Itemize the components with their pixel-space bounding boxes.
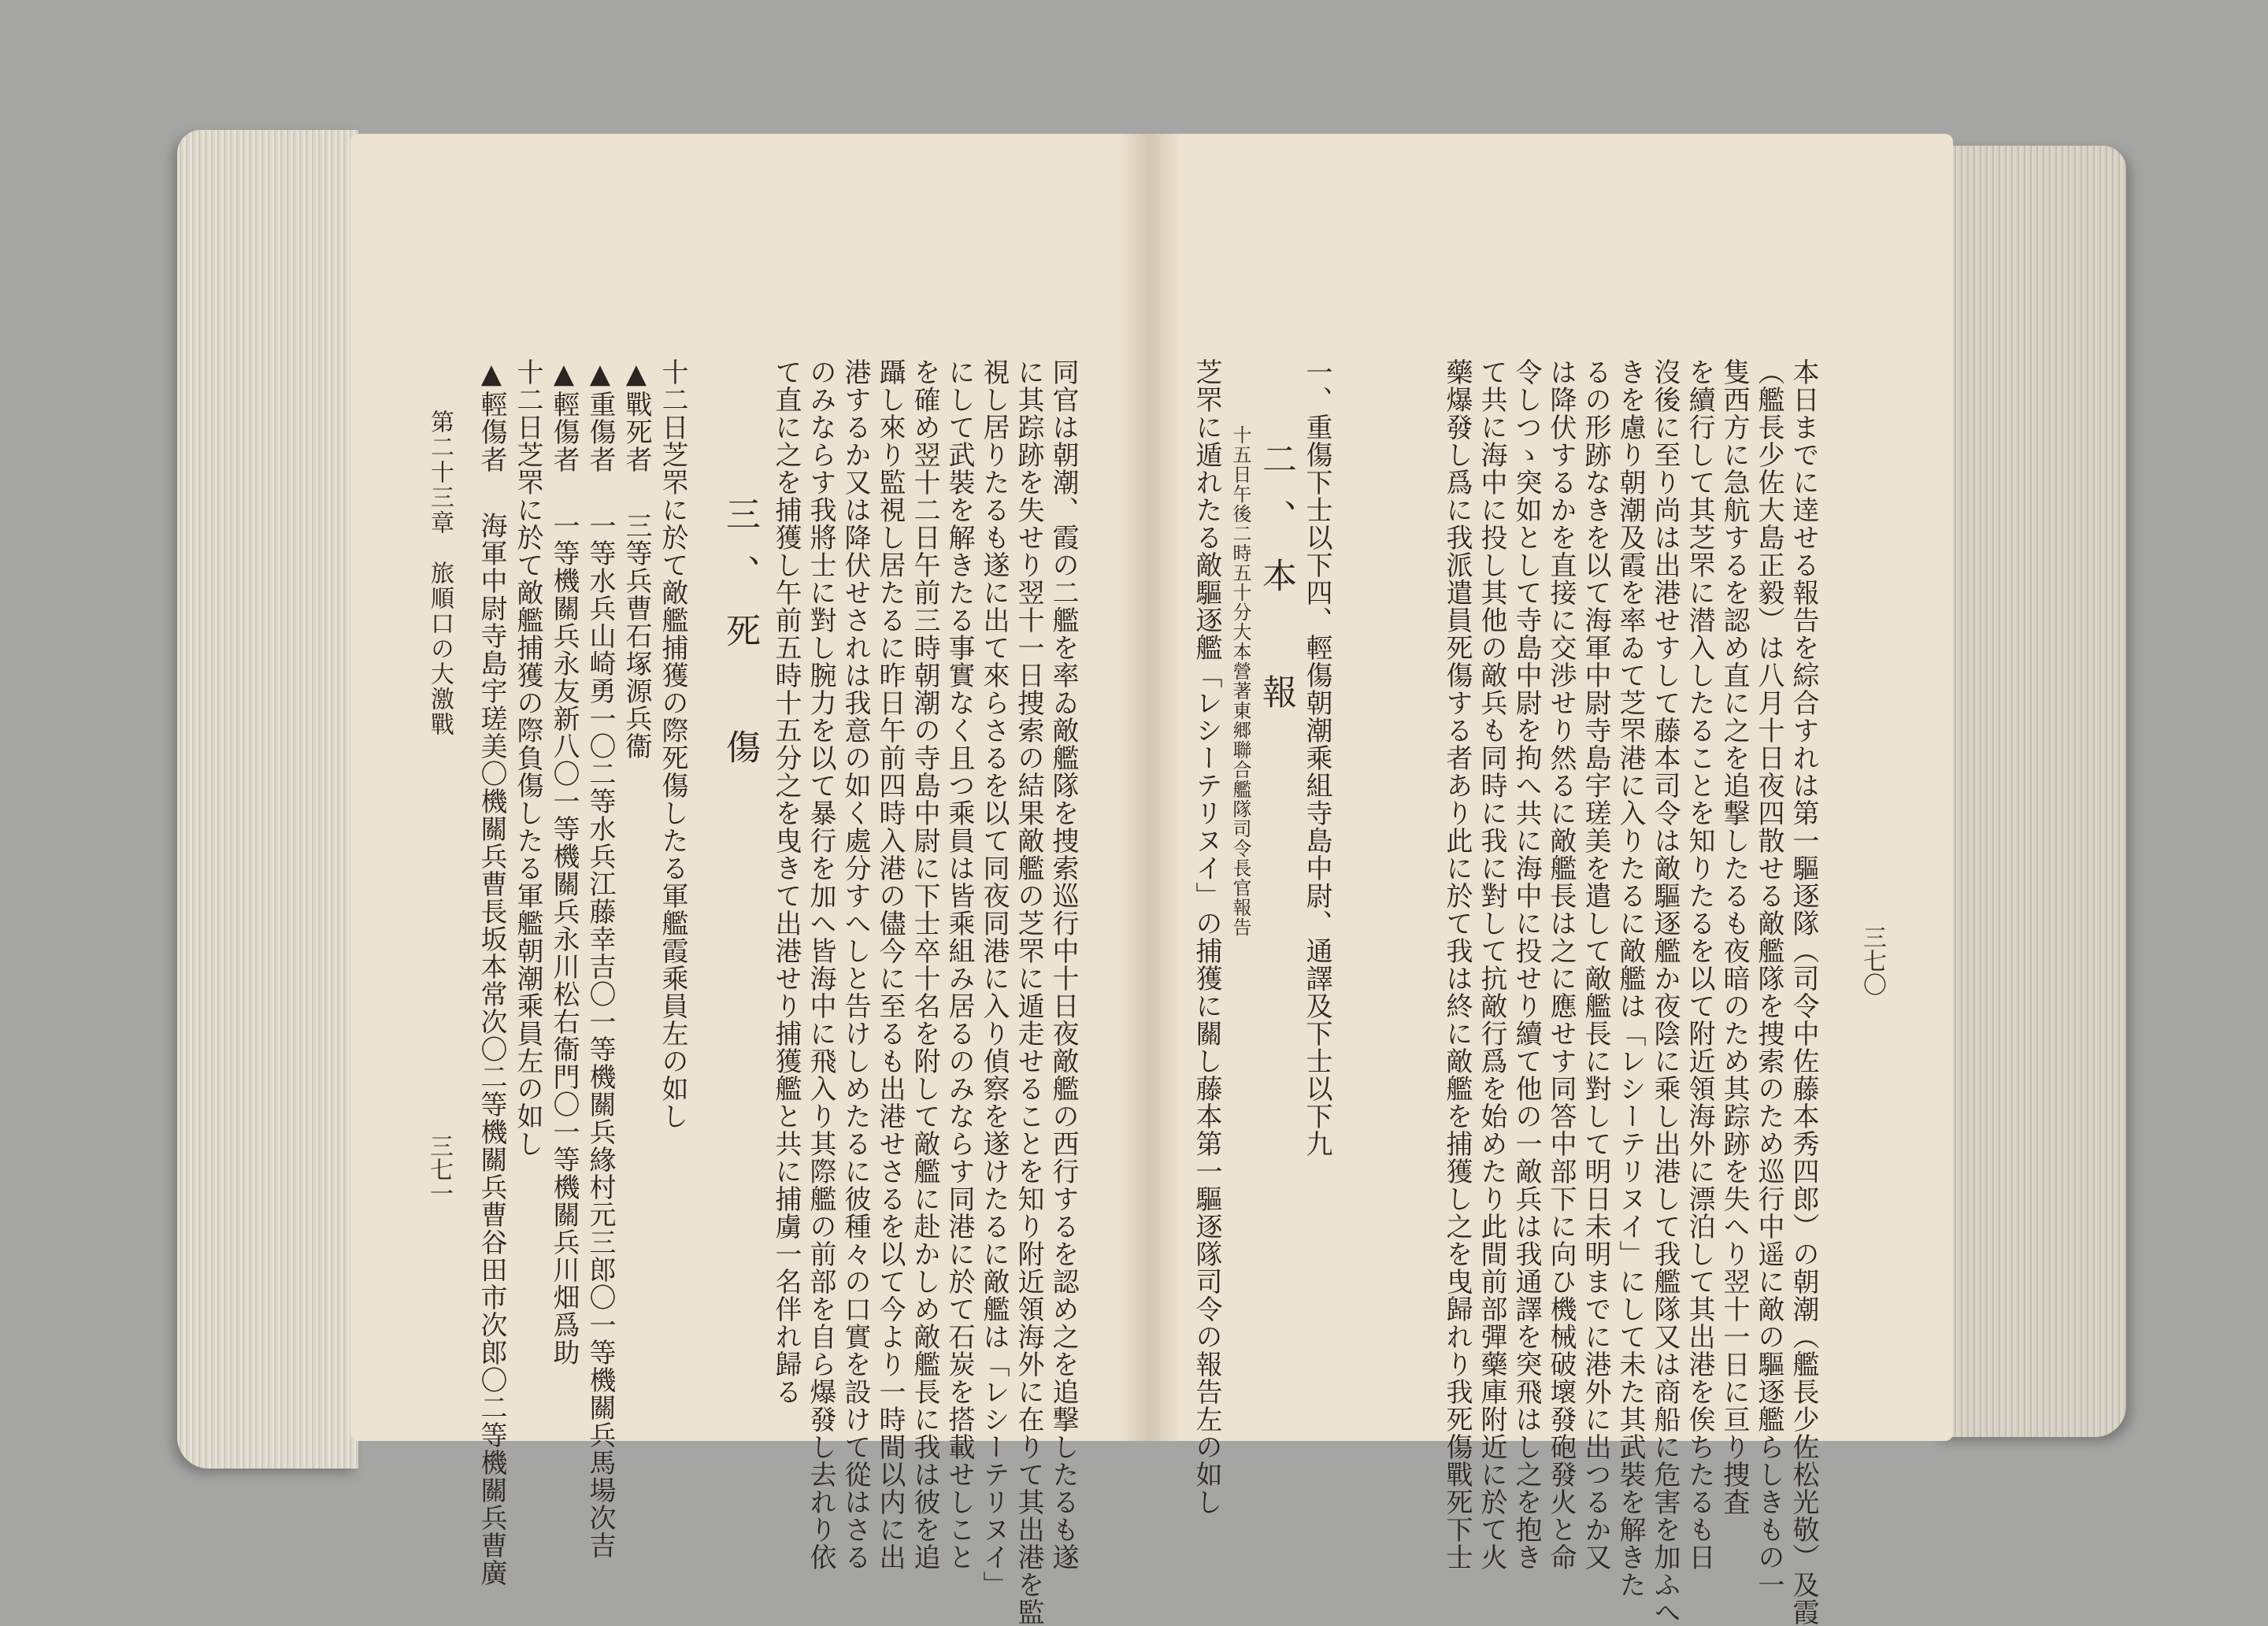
left-paragraph-line: にして武裝を解きたる事實なく且つ乘員は皆乘組み居るのみならす同港に於て石炭を搭載せしこと xyxy=(943,358,975,1571)
right-paragraph-line: 沒後に至り尚は出港せすして藤本司令は敵驅逐艦か夜陰に乘し出港して我艦隊又は商船に危害を加ふへ xyxy=(1649,358,1681,1626)
casualty-detail-asashio-lightly-wounded: 海軍中尉寺島宇瑳美〇機關兵曹長坂本常次〇二等機關兵曹谷田市次郎〇二等機關兵曹廣 xyxy=(476,512,507,1587)
casualty-detail-killed: 三等兵曹石塚源兵衞 xyxy=(621,512,652,760)
casualty-intro: 十二日芝罘に於て敵艦捕獲の際死傷したる軍艦霞乘員左の如し xyxy=(657,358,688,1130)
casualty-label-lightly-wounded: ▲輕傷者 xyxy=(548,358,580,473)
left-paragraph-line: のみならす我將士に對し腕力を以て暴行を加へ皆海中に飛入り其際艦の前部を自ら爆發し去れり依 xyxy=(805,358,836,1571)
book-gutter xyxy=(1118,134,1181,1441)
dispatch-line: 芝罘に遁れたる敵驅逐艦「レシーテリヌイ」の捕獲に關し藤本第一驅逐隊司令の報告左の如し xyxy=(1191,358,1222,1516)
right-paragraph-line: 隻西方に急航するを認め直に之を追撃したるも夜暗のため其踪跡を失へり翌十一日に亘り捜査 xyxy=(1718,358,1750,1516)
right-paragraph-line: て共に海中に投し其他の敵兵も同時に我に對して抗敵行爲を始めたり此間前部彈藥庫附近に於て火 xyxy=(1476,358,1507,1571)
left-paragraph-line: 港するか又は降伏せされは我意の如く處分すへしと告けしめたるに彼種々の口實を設けて從はさる xyxy=(839,358,871,1571)
left-paragraph-line: 視し居りたるも遂に出て來らさるを以て同夜同港に入り偵察を遂けたるに敵艦は「レシーテリヌイ」 xyxy=(978,358,1010,1598)
casualty-detail-seriously-wounded: 一等水兵山崎勇一〇二等水兵江藤幸吉〇一等機關兵緣村元三郎〇一等機關兵馬場次吉 xyxy=(584,512,616,1559)
right-paragraph-line: （艦長少佐大島正毅）は八月十日夜四散せる敵艦隊を捜索のため巡行中遥に敵の驅逐艦らしきもの一 xyxy=(1753,358,1784,1598)
left-paragraph-line: を確め翌十二日午前三時朝潮の寺島中尉に下士卒十名を附して敵艦に赴かしめ敵艦長に我は彼を追 xyxy=(909,358,940,1571)
right-paragraph-line: は降伏するかを直接に交渉せり然るに敵艦長は之に應せす同答中部下に向ひ機械破壞發砲發火と命 xyxy=(1545,358,1577,1571)
page-number-right: 三七〇 xyxy=(1858,925,1886,996)
casualty-summary-line: 一、重傷下士以下四、輕傷朝潮乘組寺島中尉、通譯及下士以下九 xyxy=(1301,358,1332,1157)
left-paragraph-line: 同官は朝潮、霞の二艦を率ゐ敵艦隊を捜索巡行中十日夜敵艦の西行するを認め之を追撃したるも遂 xyxy=(1047,358,1079,1571)
left-page-paragraph xyxy=(764,358,1079,1626)
left-paragraph-line: に其踪跡を失せり翌十一日捜索の結果敵艦の芝罘に遁走せることを知り附近領海外に在りて其出港を監 xyxy=(1013,358,1044,1626)
left-paragraph-line: て直に之を捕獲し午前五時十五分之を曳きて出港せり捕獲艦と共に捕虜一名伴れ歸る xyxy=(770,358,802,1406)
left-paragraph-line: 躡し來り監視し居たるに昨日午前四時入港の儘今に至るも出港せさるを以て今より一時間以内に出 xyxy=(874,358,906,1571)
dispatch-note: 十五日午後二時五十分大本營著東郷聯合艦隊司令長官報告 xyxy=(1229,425,1251,937)
section-heading-casualties: 三、死 傷 xyxy=(720,496,760,787)
right-paragraph-line: 本日までに逹せる報告を綜合すれは第一驅逐隊（司令中佐藤本秀四郎）の朝潮（艦長少佐松光敬）及霞 xyxy=(1788,358,1819,1626)
right-paragraph-line: きを慮り朝潮及霞を率ゐて芝罘港に入りたるに敵艦は「レシーテリヌイ」にして未た其武裝を解きた xyxy=(1614,358,1646,1598)
casualty-detail-lightly-wounded: 一等機關兵永友新八〇一等機關兵永川松右衞門〇一等機關兵川畑爲助 xyxy=(548,512,580,1366)
running-header: 第二十三章 旅順口の大激戰 xyxy=(426,409,454,737)
right-paragraph-line: るの形跡なきを以て海軍中尉寺島宇瑳美を遣して敵艦長に對して明日未明までに港外に出つるか又 xyxy=(1580,358,1611,1571)
right-page-paragraph xyxy=(1339,358,1819,1626)
casualty-label-seriously-wounded: ▲重傷者 xyxy=(584,358,616,473)
right-paragraph-line: 令しつゝ突如として寺島中尉を拘へ共に海中に投せり續て他の一敵兵は我通譯を突飛はし之を抱き xyxy=(1510,358,1542,1571)
right-page-block-edge xyxy=(1933,146,2126,1437)
right-paragraph-line: 藥爆發し爲に我派遣員死傷する者あり此に於て我は終に敵艦を捕獲し之を曳歸れり我死傷戰死下士 xyxy=(1441,358,1473,1571)
right-paragraph-line: を續行して其芝罘に潜入したることを知りたるを以て附近領海外に漂泊して其出港を俟ちたるも日 xyxy=(1684,358,1715,1571)
left-page-block-edge xyxy=(177,130,358,1469)
page-number-left: 三七一 xyxy=(425,1134,453,1205)
casualty-label-asashio-lightly-wounded: ▲輕傷者 xyxy=(476,358,507,473)
casualty-intro-asashio: 十二日芝罘に於て敵艦捕獲の際負傷したる軍艦朝潮乘員左の如し xyxy=(512,358,543,1157)
casualty-label-killed: ▲戰死者 xyxy=(621,358,652,473)
section-heading-main-report: 二、本 報 xyxy=(1256,441,1296,732)
